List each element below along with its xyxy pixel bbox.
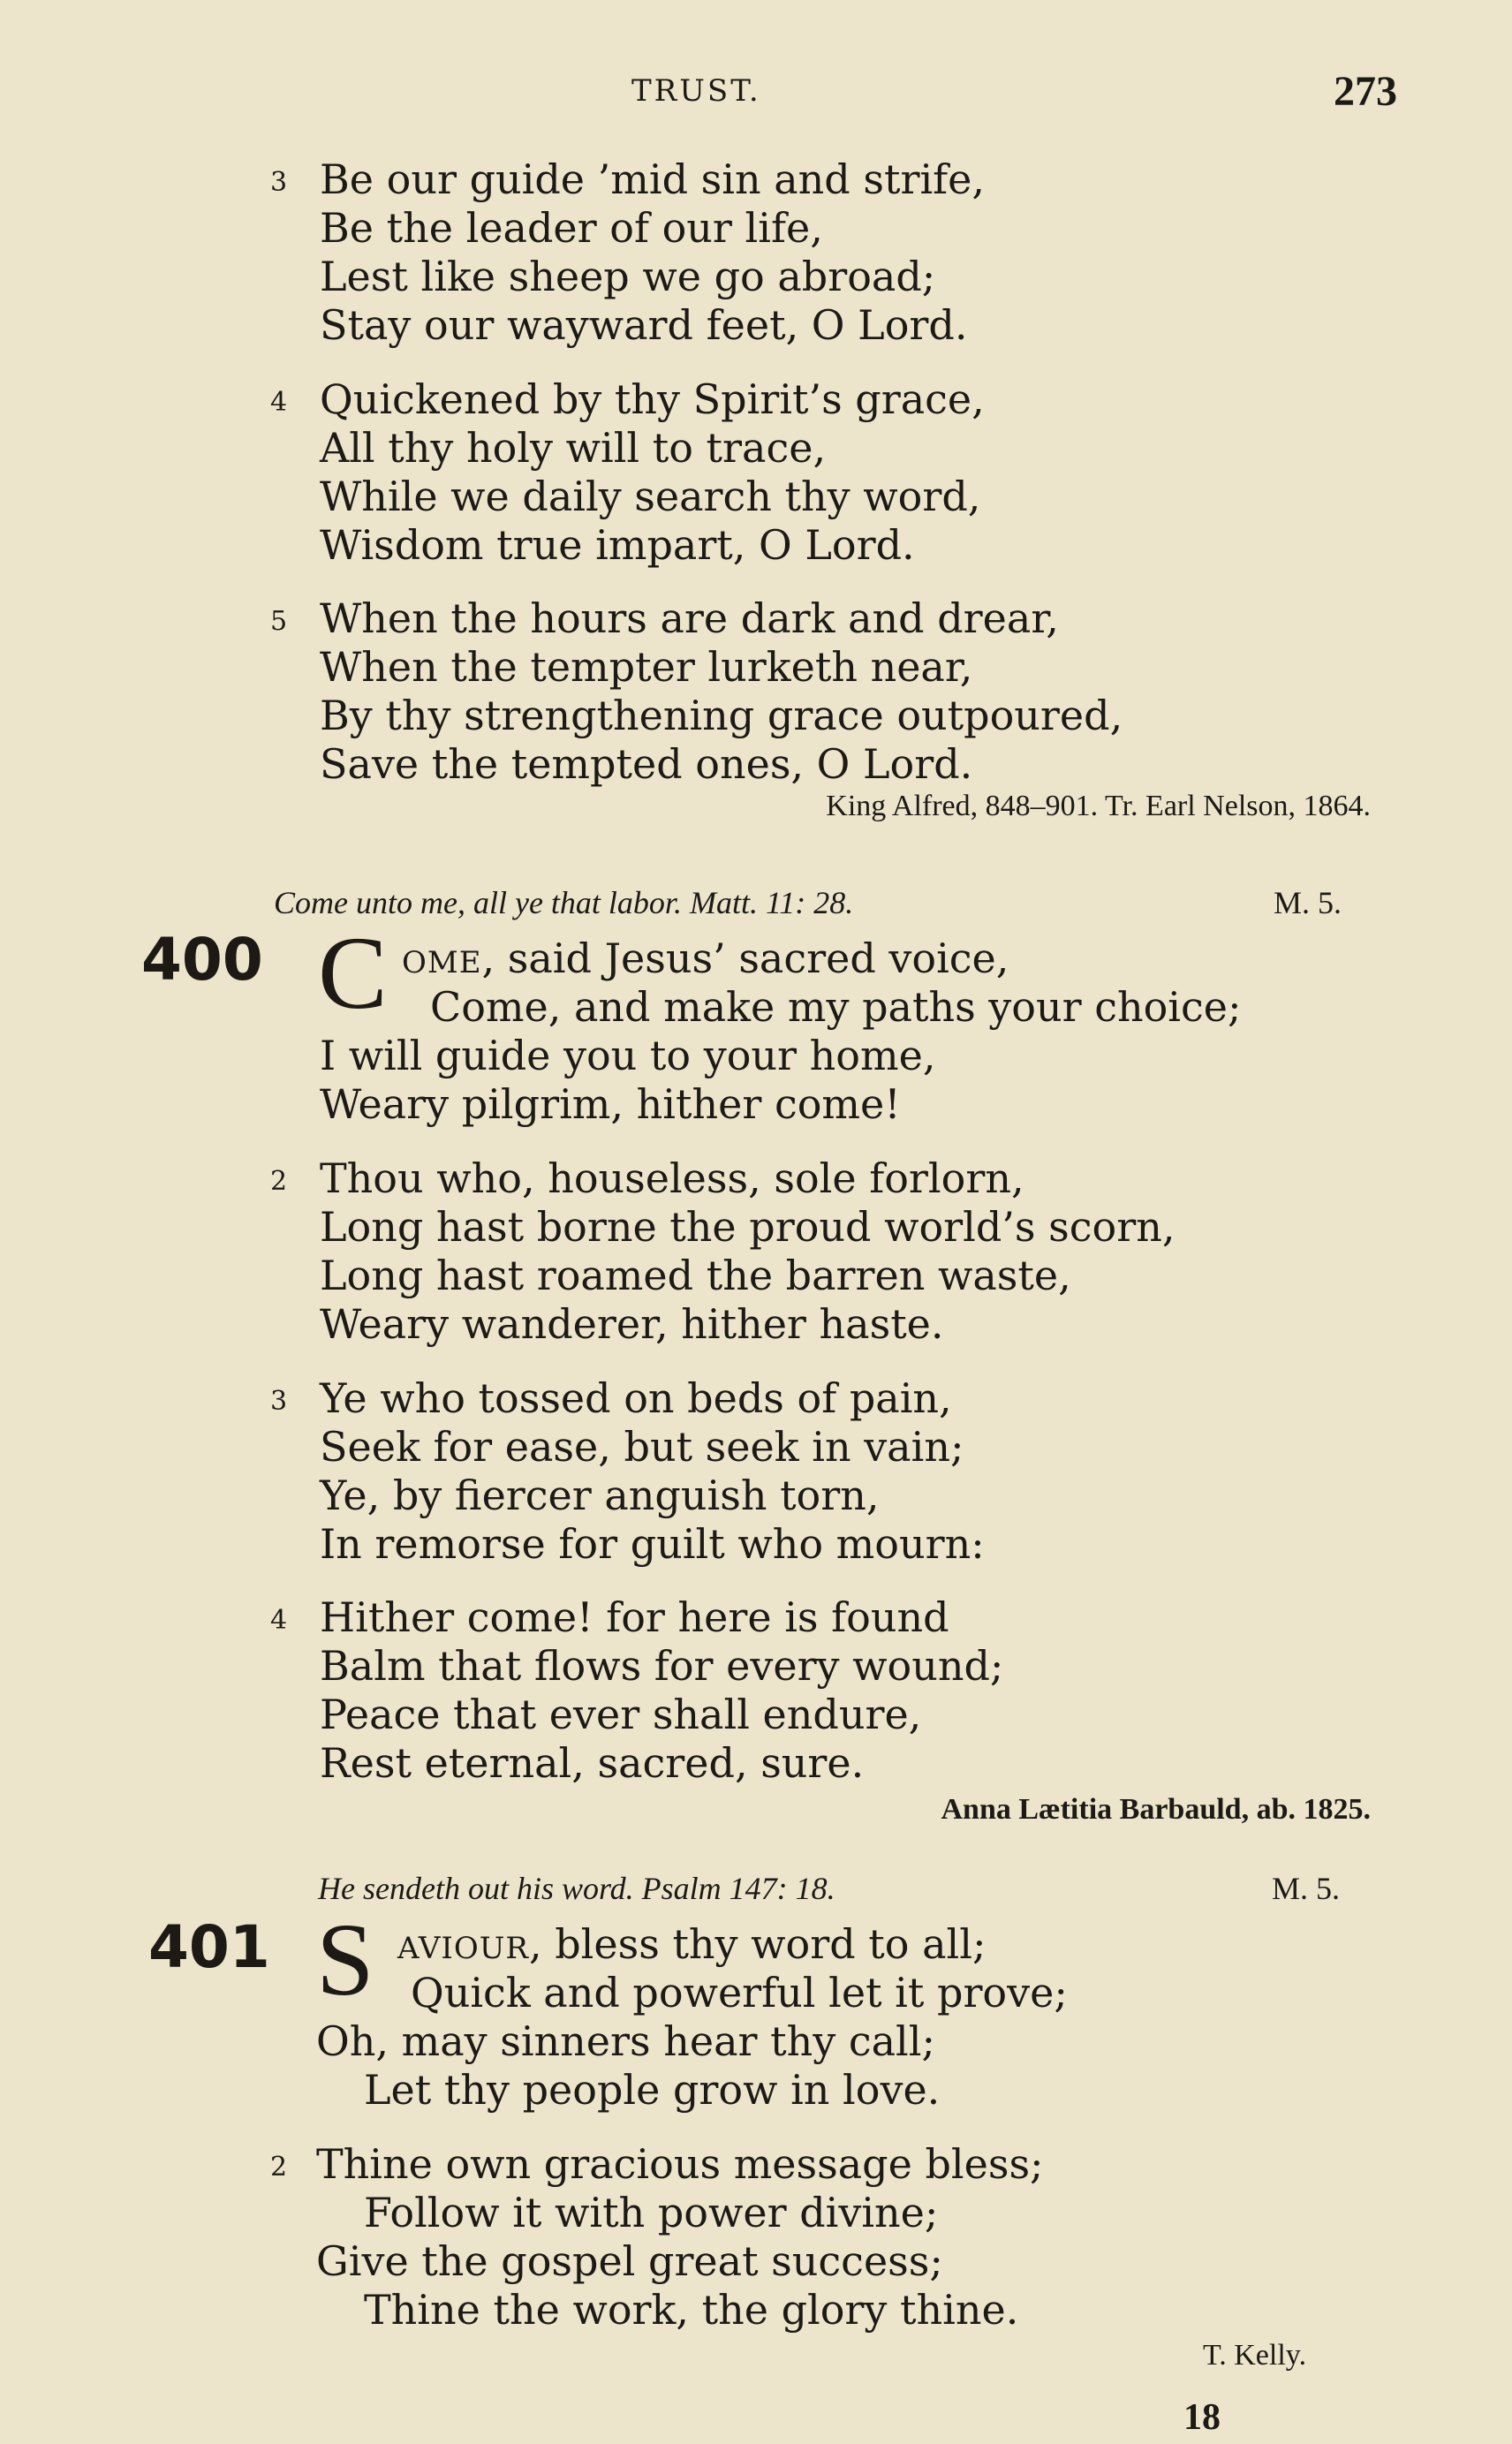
drop-cap: S xyxy=(316,1902,374,2017)
hymn-number: 400 xyxy=(141,926,263,994)
verse-line xyxy=(397,1920,987,1968)
attribution: Anna Lætitia Barbauld, ab. 1825. xyxy=(941,1793,1371,1826)
verse-line: Oh, may sinners hear thy call; xyxy=(316,2017,935,2065)
verse-line: Save the tempted ones, O Lord. xyxy=(320,740,973,788)
hymn-number: 401 xyxy=(148,1913,270,1981)
verse-line: Stay our wayward feet, O Lord. xyxy=(320,301,968,349)
drop-cap: C xyxy=(318,915,388,1031)
verse-line: All thy holy will to trace, xyxy=(320,424,827,472)
signature-mark: 18 xyxy=(1183,2397,1221,2438)
verse-line: Come, and make my paths your choice; xyxy=(430,983,1242,1031)
scripture-citation: He sendeth out his word. Psalm 147: 18. xyxy=(318,1871,835,1906)
verse-line: When the tempter lurketh near, xyxy=(320,643,973,691)
running-title: TRUST. xyxy=(631,73,761,109)
verse-line: Ye, by fiercer anguish torn, xyxy=(320,1472,880,1519)
verse-line xyxy=(402,934,1009,982)
verse-line: Follow it with power divine; xyxy=(364,2189,939,2236)
verse-line: While we daily search thy word, xyxy=(320,473,981,520)
small-caps-word: AVIOUR xyxy=(397,1931,529,1966)
verse-line: Balm that flows for every wound; xyxy=(320,1642,1004,1690)
verse-line: Weary wanderer, hither haste. xyxy=(320,1300,944,1348)
verse-line: Give the gospel great success; xyxy=(316,2237,943,2285)
meter-label: M. 5. xyxy=(1272,1871,1341,1906)
stanza-number: 4 xyxy=(270,1605,288,1636)
verse-line: Seek for ease, but seek in vain; xyxy=(320,1423,964,1471)
verse-line: When the hours are dark and drear, xyxy=(320,594,1059,642)
scripture-citation: Come unto me, all ye that labor. Matt. 11: 28. xyxy=(274,885,854,920)
stanza-number: 5 xyxy=(270,606,288,637)
verse-line: Thine the work, the glory thine. xyxy=(364,2286,1019,2334)
verse-line: Thou who, houseless, sole forlorn, xyxy=(320,1154,1024,1202)
verse-line: Rest eternal, sacred, sure. xyxy=(320,1739,865,1787)
verse-line: Be our guide ’mid sin and strife, xyxy=(320,155,986,203)
stanza-number: 4 xyxy=(270,387,288,418)
meter-label: M. 5. xyxy=(1274,885,1342,920)
verse-line: Thine own gracious message bless; xyxy=(316,2140,1044,2188)
verse-line: Lest like sheep we go abroad; xyxy=(320,253,936,300)
verse-line: Quickened by thy Spirit’s grace, xyxy=(320,375,985,423)
verse-line: In remorse for guilt who mourn: xyxy=(320,1520,985,1568)
stanza-number: 3 xyxy=(270,1386,288,1417)
verse-line: Weary pilgrim, hither come! xyxy=(320,1080,901,1128)
verse-line: Quick and powerful let it prove; xyxy=(411,1969,1068,2016)
verse-line: Let thy people grow in love. xyxy=(364,2066,941,2114)
stanza-number: 2 xyxy=(270,2152,288,2183)
small-caps-word: OME xyxy=(402,945,482,980)
verse-line: Ye who tossed on beds of pain, xyxy=(320,1374,952,1422)
verse-line: Peace that ever shall endure, xyxy=(320,1691,922,1738)
line-text: , said Jesus’ sacred voice, xyxy=(481,934,1009,982)
page-number: 273 xyxy=(1334,68,1397,115)
verse-line: Hither come! for here is found xyxy=(320,1593,949,1641)
verse-line: Be the leader of our life, xyxy=(320,204,823,252)
stanza-number: 3 xyxy=(270,167,288,198)
attribution: King Alfred, 848–901. Tr. Earl Nelson, 1864. xyxy=(826,790,1371,822)
stanza-number: 2 xyxy=(270,1166,288,1197)
verse-line: Long hast borne the proud world’s scorn, xyxy=(320,1203,1176,1251)
attribution: T. Kelly. xyxy=(1203,2339,1307,2372)
verse-line: I will guide you to your home, xyxy=(320,1032,936,1079)
line-text: , bless thy word to all; xyxy=(528,1920,987,1968)
verse-line: Wisdom true impart, O Lord. xyxy=(320,521,915,569)
verse-line: Long hast roamed the barren waste, xyxy=(320,1252,1071,1299)
verse-line: By thy strengthening grace outpoured, xyxy=(320,692,1123,739)
